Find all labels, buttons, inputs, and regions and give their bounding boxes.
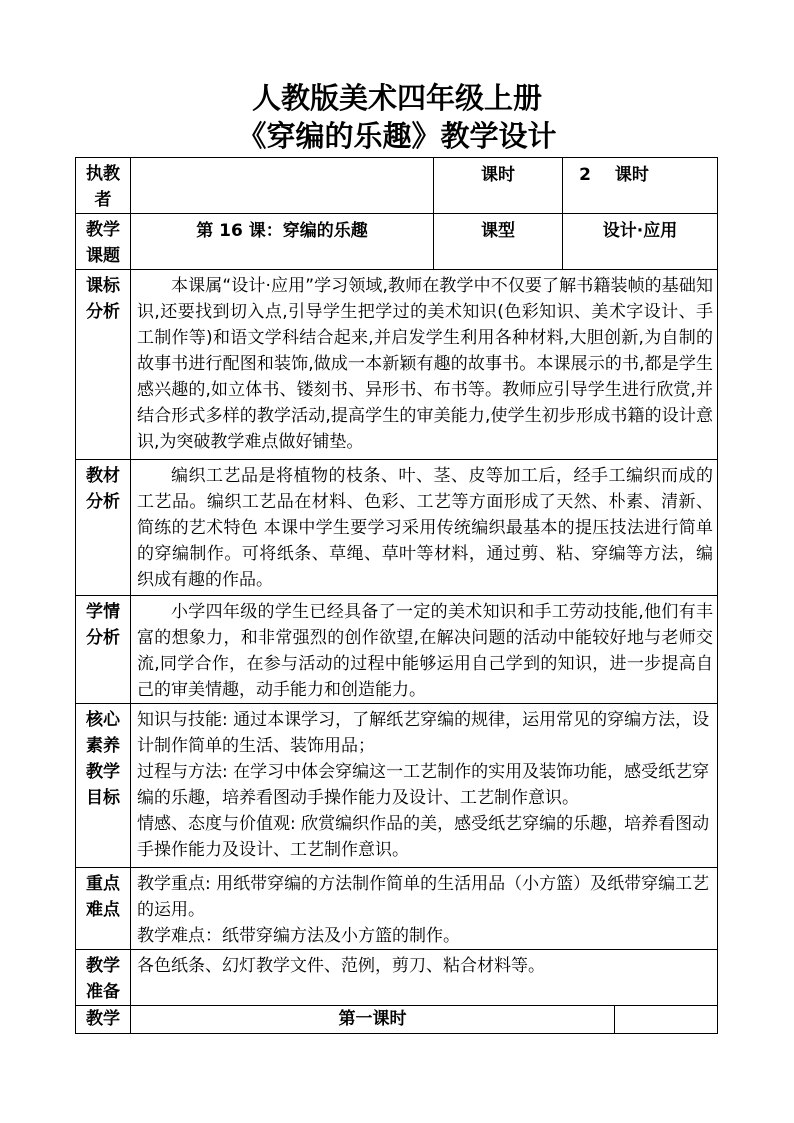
- prep-label: 教学 准备: [76, 950, 131, 1006]
- learner-label: 学情 分析: [76, 596, 131, 704]
- first-lesson-heading: 第一课时: [131, 1006, 615, 1034]
- table-row: [76, 158, 718, 214]
- table-row: [76, 214, 718, 270]
- hours-value: 2: [579, 165, 591, 185]
- goal-attitude: 情感、态度与价值观: 欣赏编织作品的美，感受纸艺穿编的乐趣，培养看图动手操作能力及设计、工艺制作意识。: [137, 814, 710, 860]
- learner-analysis: 小学四年级的学生已经具备了一定的美术知识和手工劳动技能,他们有丰富的想象力，和非常强烈的创作欲望,在解决问题的活动中能较好地与老师交流,同学合作，在参与活动的过程中能够运用自己学到的知识，进一步提高自己的审美情趣，动手能力和创造能力。: [131, 596, 718, 704]
- lesson-plan-table: [75, 157, 718, 1034]
- goals-label: 核心 素养 教学 目标: [76, 704, 131, 868]
- document-title: 人教版美术四年级上册: [251, 81, 542, 115]
- table-row: [76, 460, 718, 596]
- hours-value-cell: [563, 158, 718, 214]
- teaching-goals: [131, 704, 718, 868]
- focus-difficulty: [131, 868, 718, 950]
- teacher-value: [131, 158, 434, 214]
- type-label: 课型: [434, 214, 563, 270]
- curriculum-analysis: 本课属“设计·应用”学习领域,教师在教学中不仅要了解书籍装帧的基础知识,还要找到切入点,引导学生把学过的美术知识(色彩知识、美术字设计、手工制作等)和语文学科结合起来,并启发学生利用各种材料,大胆创新,为自制的故事书进行配图和装饰,做成一本新颖有趣的故事书。本课展示的书,都是学生感兴趣的,如立体书、镂刻书、异形书、布书等。教师应引导学生进行欣赏,并结合形式多样的教学活动,提高学生的审美能力,使学生初步形成书籍的设计意识,为突破教学难点做好铺垫。: [131, 270, 718, 460]
- type-value: 设计·应用: [563, 214, 718, 270]
- topic-value: 第 16 课：穿编的乐趣: [131, 214, 434, 270]
- curriculum-label: 课标 分析: [76, 270, 131, 460]
- goal-process: 过程与方法: 在学习中体会穿编这一工艺制作的实用及装饰功能，感受纸艺穿编的乐趣，培养看图动手操作能力及设计、工艺制作意识。: [137, 762, 710, 808]
- textbook-label: 教材 分析: [76, 460, 131, 596]
- document-subtitle: 《穿编的乐趣》教学设计: [237, 119, 557, 153]
- process-label: 教学: [76, 1006, 131, 1034]
- focus-point: 教学重点: 用纸带穿编的方法制作简单的生活用品（小方篮）及纸带穿编工艺的运用。: [137, 874, 710, 920]
- table-row: [76, 868, 718, 950]
- teaching-preparation: 各色纸条、幻灯教学文件、范例，剪刀、粘合材料等。: [131, 950, 718, 1006]
- empty-cell: [615, 1006, 718, 1034]
- hours-unit: 课时: [614, 165, 649, 185]
- table-row: [76, 596, 718, 704]
- table-row: [76, 704, 718, 868]
- textbook-analysis: 编织工艺品是将植物的枝条、叶、茎、皮等加工后，经手工编织而成的工艺品。编织工艺品在材料、色彩、工艺等方面形成了天然、朴素、清新、简练的艺术特色 本课中学生要学习采用传统编织最基本的提压技法进行简单的穿编制作。可将纸条、草绳、草叶等材料，通过剪、粘、穿编等方法，编织成有趣的作品。: [131, 460, 718, 596]
- table-row: [76, 950, 718, 1006]
- teacher-label: 执教 者: [76, 158, 131, 214]
- table-row: [76, 1006, 718, 1034]
- table-row: [76, 270, 718, 460]
- difficulty-point: 教学难点：纸带穿编方法及小方篮的制作。: [137, 926, 460, 946]
- hours-label: 课时: [434, 158, 563, 214]
- topic-label: 教学 课题: [76, 214, 131, 270]
- goal-knowledge: 知识与技能: 通过本课学习，了解纸艺穿编的规律，运用常见的穿编方法，设计制作简单的生活、装饰用品；: [137, 710, 710, 756]
- focus-label: 重点 难点: [76, 868, 131, 950]
